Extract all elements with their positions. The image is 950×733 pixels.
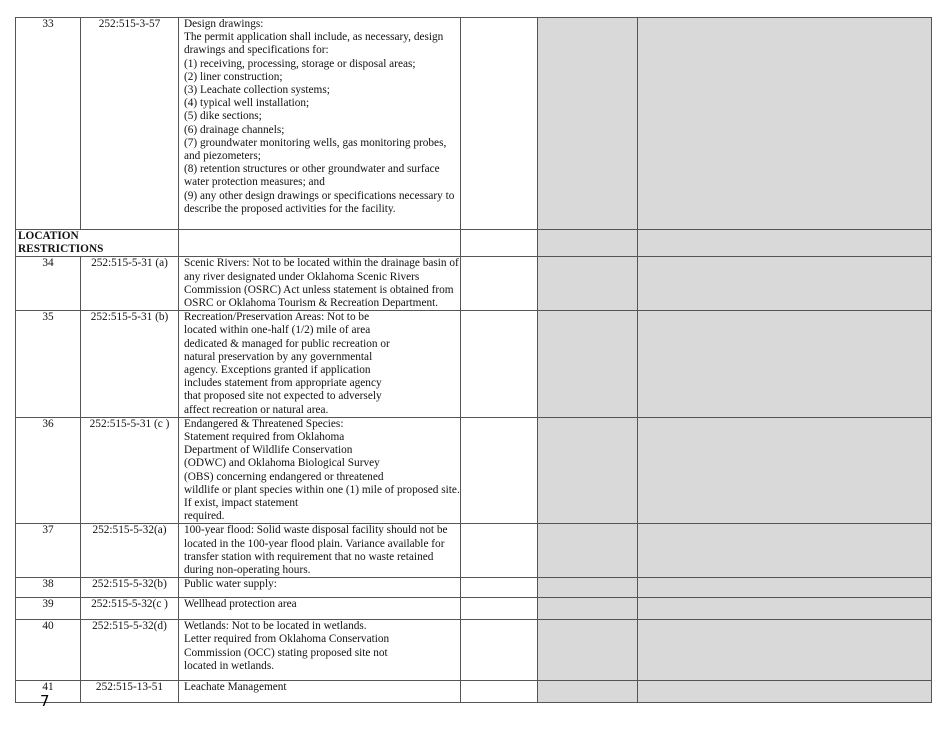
text-line: OSRC or Oklahoma Tourism & Recreation Department. — [184, 297, 439, 310]
item-number: 35 — [16, 311, 81, 418]
text-line: dedicated & managed for public recreation or — [184, 337, 390, 350]
requirement-text — [179, 620, 461, 681]
shaded-cell — [638, 230, 932, 257]
text-line: drawings and specifications for: — [184, 44, 329, 57]
requirement-text — [179, 18, 461, 230]
text-line: 100-year flood: Solid waste disposal facility should not be — [184, 524, 448, 537]
rule-reference: 252:515-5-31 (c ) — [81, 417, 179, 524]
shaded-cell — [638, 257, 932, 311]
text-line: The permit application shall include, as necessary, design — [184, 31, 444, 44]
blank-cell — [461, 18, 538, 230]
text-line: Department of Wildlife Conservation — [184, 444, 353, 457]
blank-cell — [461, 311, 538, 418]
text-line: Commission (OCC) stating proposed site not — [184, 646, 388, 659]
rule-reference: 252:515-5-32(b) — [81, 578, 179, 598]
item-number: 38 — [16, 578, 81, 598]
shaded-cell — [638, 598, 932, 620]
item-number: 39 — [16, 598, 81, 620]
text-line: Wetlands: Not to be located in wetlands. — [184, 620, 367, 633]
text-line: wildlife or plant species within one (1) mile of proposed site. — [184, 483, 460, 496]
text-line: required. — [184, 510, 225, 523]
shaded-cell — [538, 598, 638, 620]
table-row — [16, 598, 932, 620]
shaded-cell — [638, 417, 932, 524]
requirement-text — [179, 578, 461, 598]
rule-reference: 252:515-5-31 (a) — [81, 257, 179, 311]
text-line: (2) liner construction; — [184, 70, 283, 83]
text-line: Letter required from Oklahoma Conservation — [184, 633, 390, 646]
text-line: Design drawings: — [184, 18, 264, 30]
text-line: If exist, impact statement — [184, 497, 299, 510]
rule-reference: 252:515-5-32(a) — [81, 524, 179, 578]
section-row — [16, 230, 932, 257]
shaded-cell — [538, 18, 638, 230]
requirement-text — [179, 257, 461, 311]
text-line: (9) any other design drawings or specifications necessary to — [184, 189, 455, 202]
shaded-cell — [538, 578, 638, 598]
text-line: that proposed site not expected to adversely — [184, 390, 382, 403]
text-line: (OBS) concerning endangered or threatened — [184, 470, 384, 483]
shaded-cell — [638, 524, 932, 578]
item-number: 37 — [16, 524, 81, 578]
text-line: (7) groundwater monitoring wells, gas monitoring probes, — [184, 136, 447, 149]
text-line: located within one-half (1/2) mile of area — [184, 324, 371, 337]
text-line: agency. Exceptions granted if application — [184, 364, 371, 377]
text-line: Statement required from Oklahoma — [184, 431, 345, 444]
requirement-text — [179, 598, 461, 620]
item-number: 33 — [16, 18, 81, 230]
text-line: located in wetlands. — [184, 659, 275, 672]
table-row — [16, 620, 932, 681]
shaded-cell — [638, 620, 932, 681]
shaded-cell — [638, 18, 932, 230]
text-line: Leachate Management — [184, 681, 287, 694]
shaded-cell — [538, 417, 638, 524]
text-line: water protection measures; and — [184, 176, 325, 189]
section-heading-line: LOCATION — [18, 230, 79, 242]
table-row — [16, 681, 932, 703]
text-line: (6) drainage channels; — [184, 123, 285, 136]
rule-reference: 252:515-13-51 — [81, 681, 179, 703]
requirement-text — [179, 681, 461, 703]
shaded-cell — [638, 578, 932, 598]
requirement-text — [179, 524, 461, 578]
shaded-cell — [638, 311, 932, 418]
text-line: and piezometers; — [184, 150, 261, 163]
text-line: (5) dike sections; — [184, 110, 262, 123]
text-line: Scenic Rivers: Not to be located within the drainage basin of — [184, 257, 459, 270]
table-row — [16, 524, 932, 578]
text-line: (8) retention structures or other groundwater and surface — [184, 163, 440, 176]
requirements-table — [15, 17, 932, 703]
requirement-text — [179, 311, 461, 418]
item-number: 36 — [16, 417, 81, 524]
shaded-cell — [538, 311, 638, 418]
blank-cell — [461, 524, 538, 578]
text-line: describe the proposed activities for the facility. — [184, 202, 396, 215]
rule-reference: 252:515-5-32(c ) — [81, 598, 179, 620]
item-number: 41 — [16, 681, 81, 703]
table-row — [16, 578, 932, 598]
blank-cell — [461, 681, 538, 703]
text-line: natural preservation by any governmental — [184, 350, 373, 363]
shaded-cell — [538, 524, 638, 578]
table-row — [16, 257, 932, 311]
blank-cell — [461, 578, 538, 598]
rule-reference: 252:515-5-32(d) — [81, 620, 179, 681]
text-line: Public water supply: — [184, 578, 277, 591]
section-heading-line: RESTRICTIONS — [18, 243, 104, 256]
text-line: Commission (OSRC) Act unless statement is obtained from — [184, 283, 454, 296]
shaded-cell — [538, 230, 638, 257]
page-number: 7 — [40, 692, 50, 710]
section-heading — [16, 230, 179, 257]
text-line: any river designated under Oklahoma Scenic Rivers — [184, 270, 420, 283]
text-line: transfer station with requirement that no waste retained — [184, 550, 434, 563]
blank-cell — [461, 598, 538, 620]
text-line: during non-operating hours. — [184, 564, 311, 577]
rule-reference: 252:515-3-57 — [81, 18, 179, 230]
text-line: (3) Leachate collection systems; — [184, 84, 330, 97]
shaded-cell — [538, 620, 638, 681]
text-line: Recreation/Preservation Areas: Not to be — [184, 311, 370, 324]
shaded-cell — [538, 681, 638, 703]
blank-cell — [461, 257, 538, 311]
table-row — [16, 18, 932, 230]
text-line: includes statement from appropriate agency — [184, 377, 382, 390]
table-row — [16, 417, 932, 524]
shaded-cell — [638, 681, 932, 703]
text-line: Wellhead protection area — [184, 598, 297, 611]
text-line: (1) receiving, processing, storage or disposal areas; — [184, 57, 416, 70]
blank-cell — [461, 230, 538, 257]
text-cell — [179, 230, 461, 257]
text-line: affect recreation or natural area. — [184, 403, 329, 416]
item-number: 34 — [16, 257, 81, 311]
blank-cell — [461, 620, 538, 681]
shaded-cell — [538, 257, 638, 311]
requirement-text — [179, 417, 461, 524]
rule-reference: 252:515-5-31 (b) — [81, 311, 179, 418]
item-number: 40 — [16, 620, 81, 681]
table-row — [16, 311, 932, 418]
text-line: Endangered & Threatened Species: — [184, 417, 344, 430]
text-line: (ODWC) and Oklahoma Biological Survey — [184, 457, 380, 470]
text-line: (4) typical well installation; — [184, 97, 310, 110]
text-line: located in the 100-year flood plain. Variance available for — [184, 537, 445, 550]
blank-cell — [461, 417, 538, 524]
